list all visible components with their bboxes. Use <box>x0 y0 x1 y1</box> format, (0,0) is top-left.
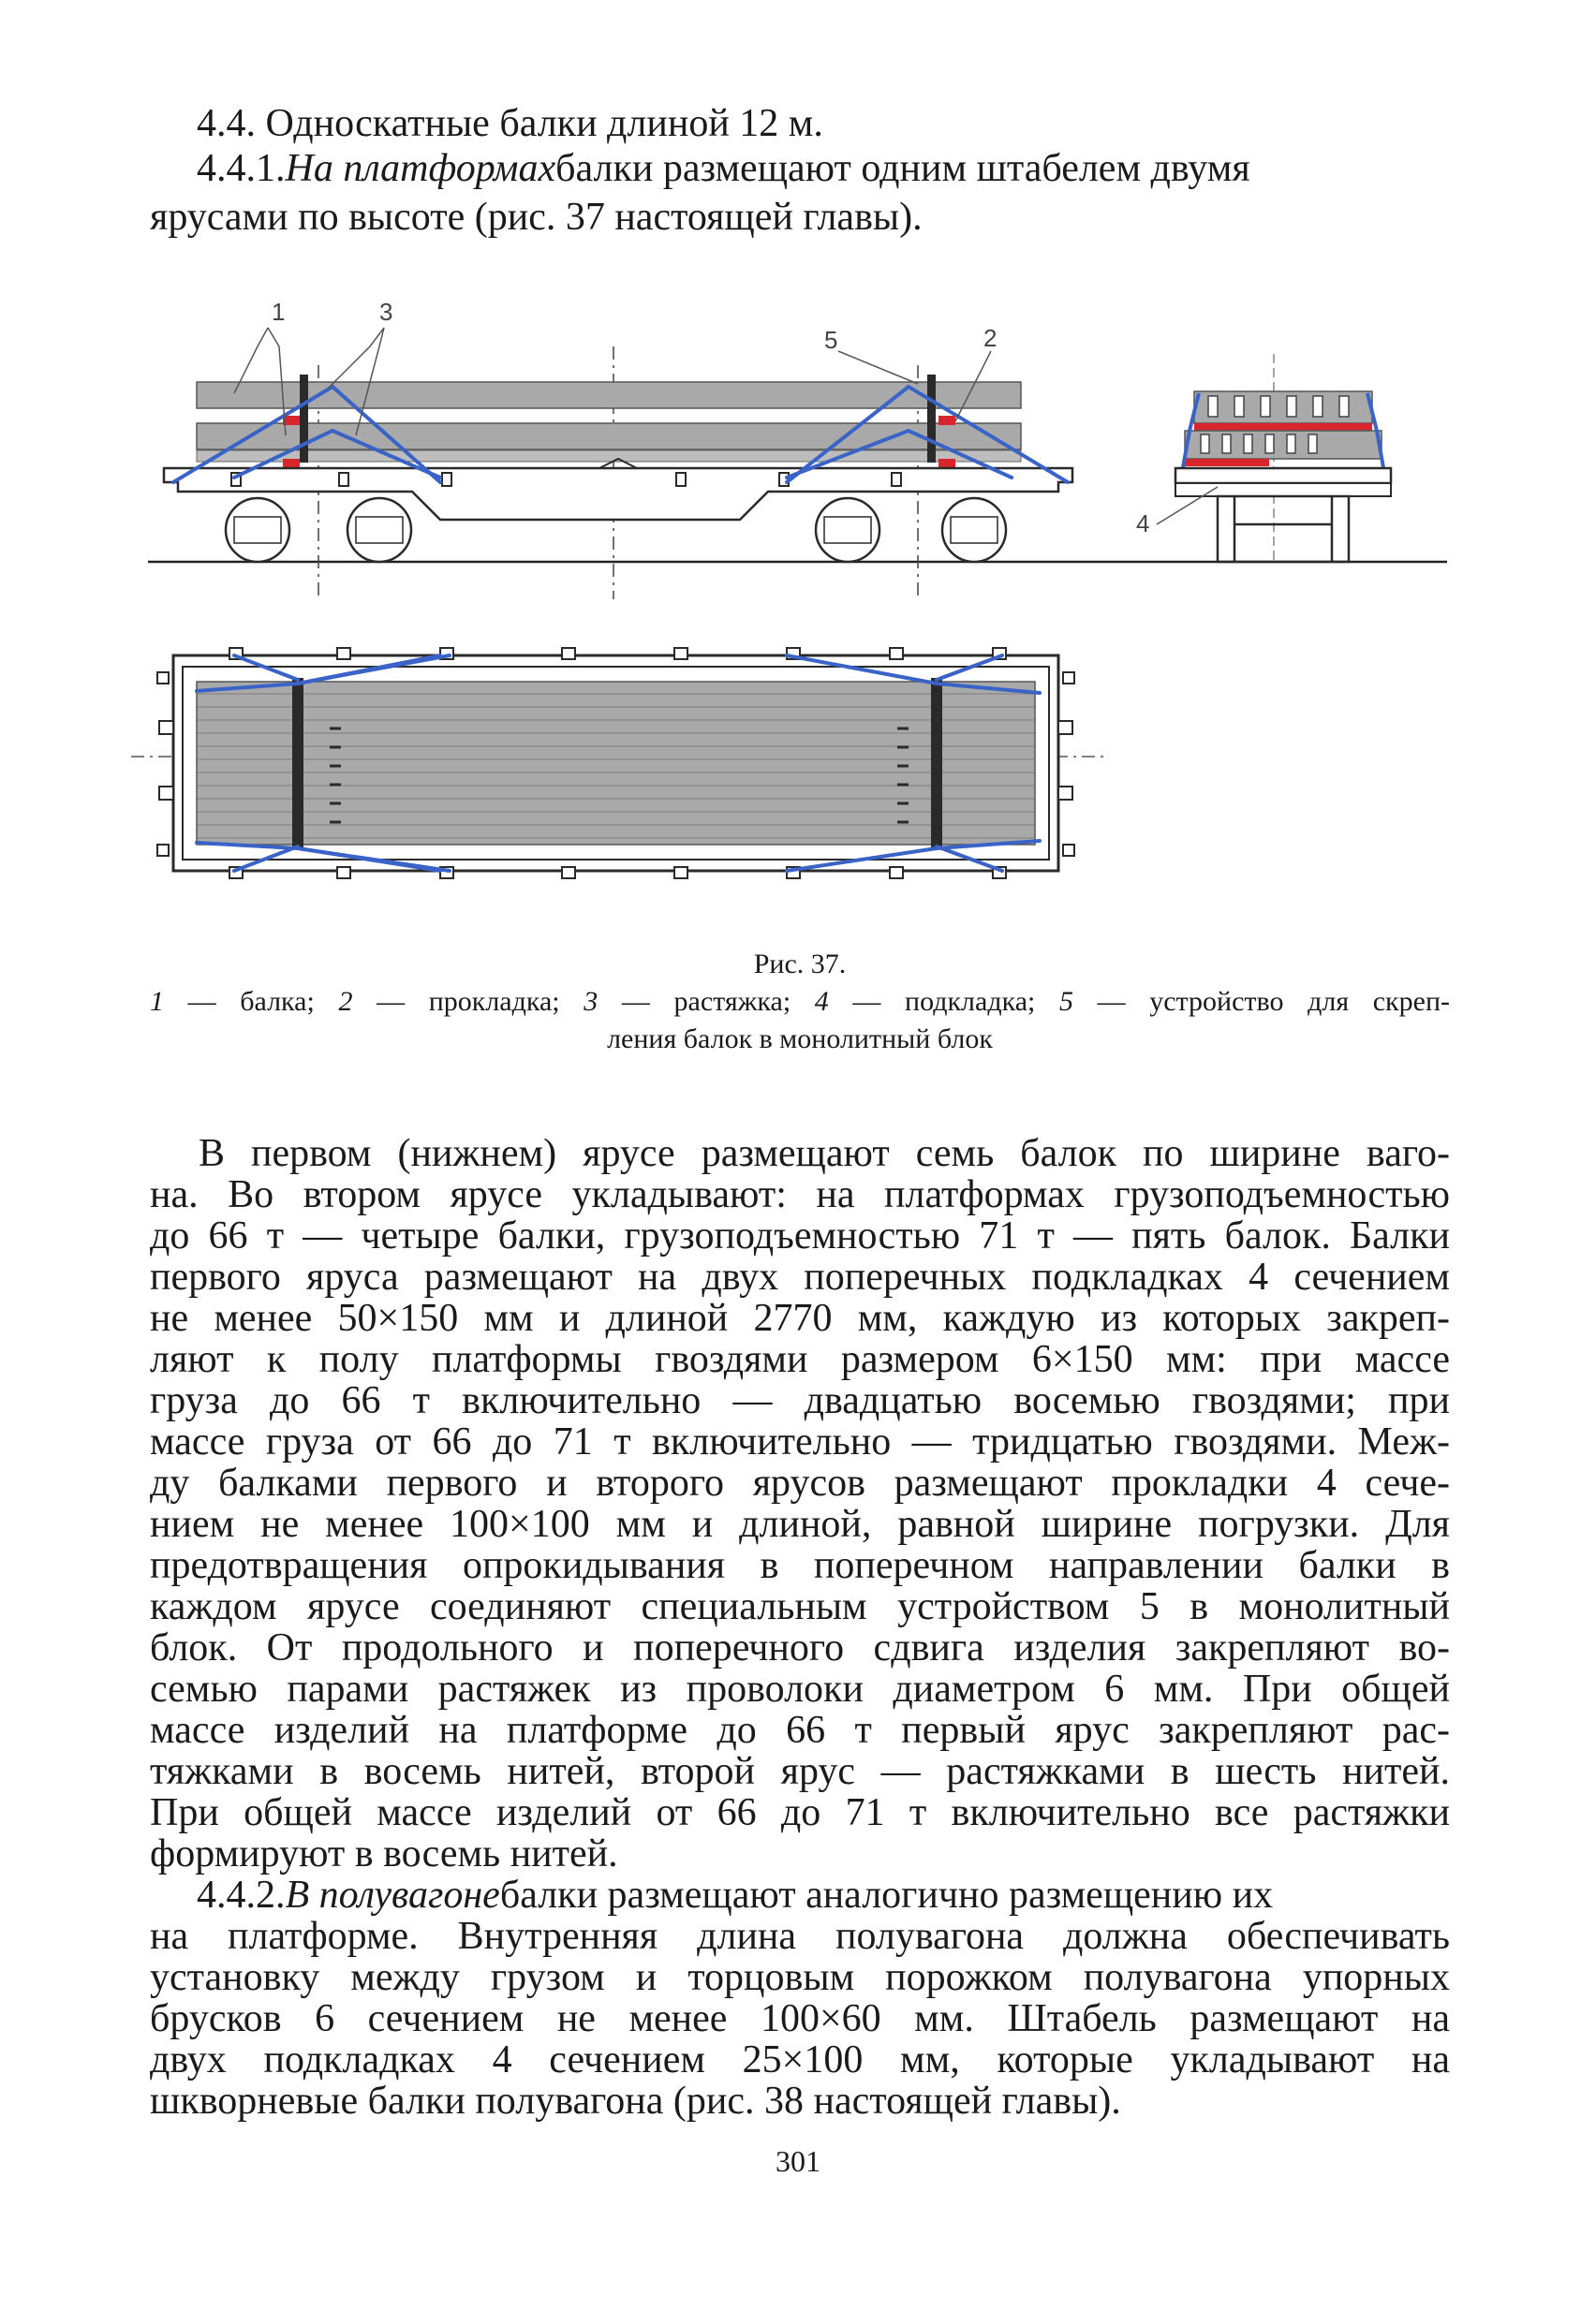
body-line: ляют к полу платформы гвоздями размером 6×150 мм: при массе <box>150 1338 1450 1381</box>
callout-5: 5 <box>824 326 838 354</box>
section-heading: 4.4. Односкатные балки длиной 12 м. <box>197 102 823 145</box>
body-line: формируют в восемь нитей. <box>150 1832 618 1875</box>
body-line: первого яруса размещают на двух поперечных подкладках 4 сечением <box>150 1256 1450 1299</box>
paragraph-442-line-1 <box>150 1875 1450 1916</box>
para-rest: балки размещают аналогично размещению их <box>499 1874 1274 1917</box>
callout-2: 2 <box>983 324 998 352</box>
body-line: При общей массе изделий от 66 до 71 т включительно все растяжки <box>150 1791 1450 1834</box>
callout-1: 1 <box>272 298 286 326</box>
body-line: брусков 6 сечением не менее 100×60 мм. Штабель размещают на <box>150 1997 1450 2040</box>
wheel <box>226 498 289 562</box>
para-emphasis: В полувагоне <box>285 1874 500 1917</box>
body-line: массе изделий на платформе до 66 т первый ярус закрепляют рас- <box>150 1709 1450 1752</box>
para-number: 4.4.2. <box>197 1874 286 1917</box>
caption-num-1: 1 <box>150 986 164 1017</box>
beam-stack-plan <box>197 682 1035 845</box>
plan-view <box>131 648 1105 878</box>
body-line: каждом ярусе соединяют специальным устройством 5 в монолитный <box>150 1585 1450 1628</box>
body-line: не менее 50×150 мм и длиной 2770 мм, каждую из которых закреп- <box>150 1297 1450 1340</box>
paragraph-441-line-2: ярусами по высоте (рис. 37 настоящей главы). <box>150 196 923 239</box>
figure-caption-line-1: 1 — балка; 2 — прокладка; 3 — растяжка; 4 — подкладка; 5 — устройство для скреп- <box>150 986 1450 1017</box>
figure-37 <box>0 281 1596 936</box>
body-line: блок. От продольного и поперечного сдвига изделия закрепляют во- <box>150 1626 1450 1669</box>
para-number: 4.4.1. <box>197 147 286 190</box>
body-line: ду балками первого и второго ярусов размещают прокладки 4 сече- <box>150 1462 1450 1505</box>
callout-3: 3 <box>379 298 393 326</box>
figure-caption-title: Рис. 37. <box>753 949 847 979</box>
body-line: двух подкладках 4 сечением 25×100 мм, которые укладывают на <box>150 2038 1450 2081</box>
connector-5-left <box>300 375 308 463</box>
para-rest: балки размещают одним штабелем двумя <box>555 147 1250 190</box>
body-line: шкворневые балки полувагона (рис. 38 настоящей главы). <box>150 2080 1121 2123</box>
underlay-4 <box>283 459 300 468</box>
connector-5-right <box>927 375 936 463</box>
body-line: на. Во втором ярусе укладывают: на платформах грузоподъемностью <box>150 1173 1450 1216</box>
paragraph-441-line-1 <box>150 148 1450 189</box>
callout-4: 4 <box>1136 509 1150 537</box>
figure-caption-line-2: ления балок в монолитный блок <box>607 1023 993 1054</box>
body-line: установку между грузом и торцовым порожком полувагона упорных <box>150 1956 1450 1999</box>
body-line: до 66 т — четыре балки, грузоподъемностью 71 т — пять балок. Балки <box>150 1214 1450 1258</box>
body-line: груза до 66 т включительно — двадцатью восемью гвоздями; при <box>150 1379 1450 1422</box>
side-view <box>148 298 1133 599</box>
body-line: на платформе. Внутренняя длина полувагона должна обеспечивать <box>150 1915 1450 1958</box>
body-line: семью парами растяжек из проволоки диаметром 6 мм. При общей <box>150 1668 1450 1711</box>
body-line: тяжками в восемь нитей, второй ярус — растяжками в шесть нитей. <box>150 1750 1450 1793</box>
body-line: массе груза от 66 до 71 т включительно — тридцатью гвоздями. Меж- <box>150 1420 1450 1464</box>
end-view <box>1133 354 1447 562</box>
body-line: предотвращения опрокидывания в поперечном направлении балки в <box>150 1544 1450 1587</box>
para-emphasis: На платформах <box>285 147 556 190</box>
page-number: 301 <box>776 2144 820 2178</box>
body-line: В первом (нижнем) ярусе размещают семь балок по ширине ваго- <box>199 1132 1450 1175</box>
body-line: нием не менее 100×100 мм и длиной, равной ширине погрузки. Для <box>150 1503 1450 1546</box>
